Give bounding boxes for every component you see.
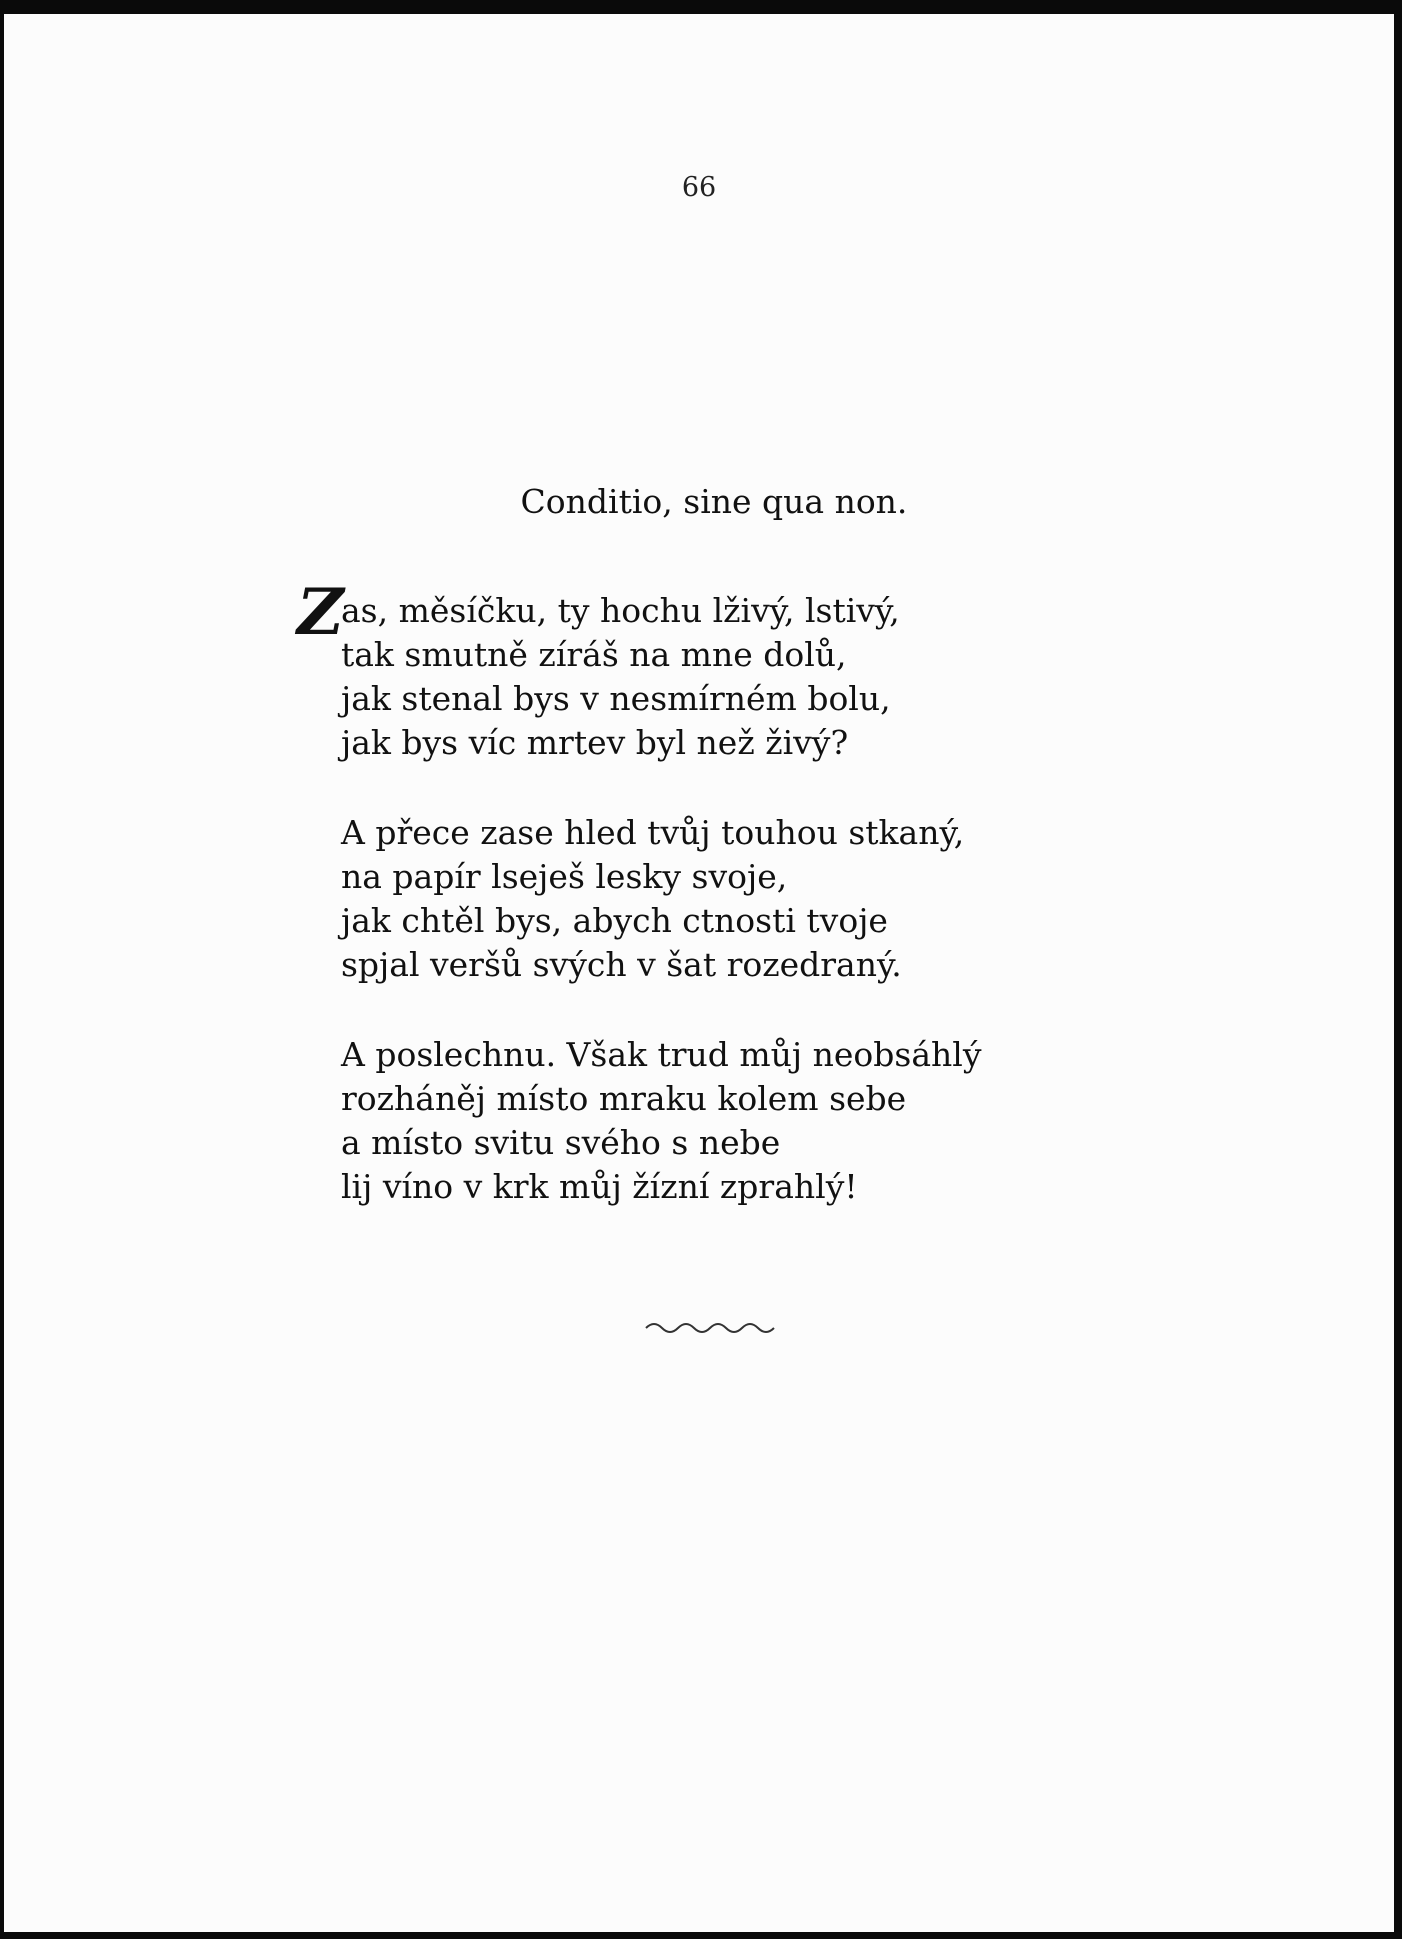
wavy-line-ornament-icon xyxy=(644,1314,784,1338)
stanza-2 xyxy=(341,811,982,987)
poem-line: A poslechnu. Však trud můj neobsáhlý xyxy=(341,1035,982,1074)
drop-cap: Z xyxy=(297,575,344,650)
poem-line: A přece zase hled tvůj touhou stkaný, xyxy=(341,813,965,852)
poem-title: Conditio, sine qua non. xyxy=(520,482,908,521)
poem-line: tak smutně zíráš na mne dolů, xyxy=(341,635,847,674)
poem-line: jak stenal bys v nesmírném bolu, xyxy=(341,679,891,718)
poem-line: jak bys víc mrtev byl než živý? xyxy=(341,723,849,762)
poem-line: lij víno v krk můj žízní zprahlý! xyxy=(341,1167,858,1206)
poem-body xyxy=(297,575,982,1255)
poem-line: as, měsíčku, ty hochu lživý, lstivý, xyxy=(341,591,900,630)
stanza-1 xyxy=(341,589,982,765)
poem-line: rozháněj místo mraku kolem sebe xyxy=(341,1079,907,1118)
poem-line: na papír lseješ lesky svoje, xyxy=(341,857,788,896)
poem-line: a místo svitu svého s nebe xyxy=(341,1123,781,1162)
book-page xyxy=(4,14,1394,1932)
stanza-3 xyxy=(341,1033,982,1209)
page-number: 66 xyxy=(681,172,717,203)
poem-line: spjal veršů svých v šat rozedraný. xyxy=(341,945,902,984)
poem-line: jak chtěl bys, abych ctnosti tvoje xyxy=(341,901,888,940)
